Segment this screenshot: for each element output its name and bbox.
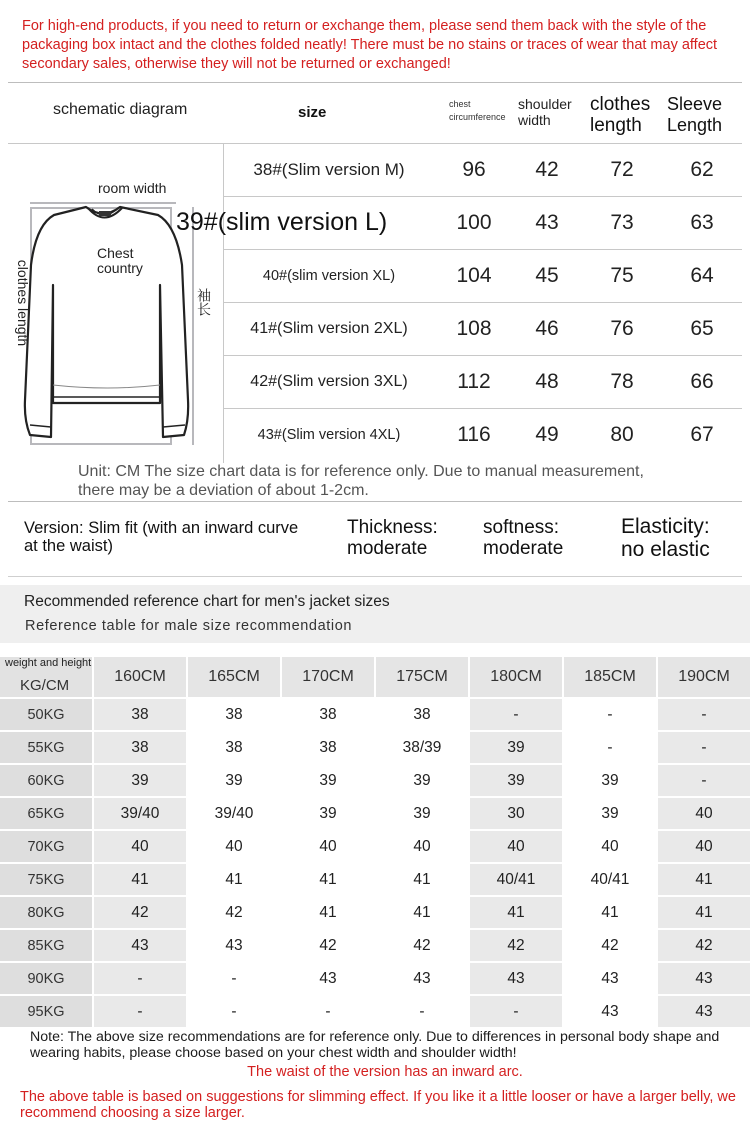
size-cell: 40	[658, 831, 750, 862]
size-cell: 39	[413, 771, 431, 789]
chest-value: 100	[456, 210, 492, 234]
size-cell: 42	[413, 936, 431, 954]
size-cell: 41	[658, 864, 750, 895]
thickness	[347, 517, 438, 559]
label-room-width: room width	[98, 180, 167, 196]
size-cell: 38	[225, 705, 243, 723]
header-clothes-length: clothes length	[590, 94, 651, 136]
length-value: 78	[610, 369, 634, 393]
header-diagram: schematic diagram	[53, 101, 188, 118]
size-cell: -	[607, 705, 613, 723]
size-cell: 38/39	[402, 738, 442, 756]
size-name: 39#(slim version L)	[176, 208, 388, 236]
shoulder-value: 45	[535, 263, 559, 287]
thickness-value: moderate	[347, 538, 428, 559]
sleeve-value: 65	[690, 316, 714, 340]
recommendation-subtitle: Reference table for male size recommendation	[25, 618, 353, 634]
recommendation-title: Recommended reference chart for men's jacket sizes	[24, 593, 390, 610]
table-row	[0, 930, 750, 963]
size-cell: 42	[94, 897, 186, 928]
chest-value: 112	[457, 369, 491, 393]
size-cell: 41	[225, 870, 243, 888]
size-cell: 42	[225, 903, 243, 921]
size-cell: 42	[319, 936, 337, 954]
size-cell: -	[325, 1002, 331, 1020]
size-cell: 38	[413, 705, 431, 723]
height-header-cell: 165CM	[188, 657, 280, 697]
size-row	[176, 196, 742, 249]
size-cell: 40	[658, 798, 750, 829]
return-policy-notice: For high-end products, if you need to return or exchange them, please send them back with the style of the packaging box intact and the clothes folded neatly! There must be no stains or traces of wear that may affect secondary sales, otherwise they will not be returned or exchanged!	[22, 18, 718, 72]
height-header-cell: 175CM	[376, 657, 468, 697]
label-sleeve: 袖长	[196, 288, 212, 316]
length-value: 73	[610, 210, 634, 234]
size-cell: -	[94, 963, 186, 994]
size-cell: 43	[601, 969, 619, 987]
footer-note: Note: The above size recommendations are for reference only. Due to differences in personal body shape and wearing habits, please choose based on your chest width and shoulder width!	[30, 1029, 720, 1061]
size-cell: 39	[470, 765, 562, 796]
size-cell: 40/41	[590, 870, 630, 888]
size-cell: 39	[225, 771, 243, 789]
size-name: 38#(Slim version M)	[253, 159, 405, 179]
size-cell: 41	[94, 864, 186, 895]
length-value: 76	[610, 316, 634, 340]
size-cell: 43	[413, 969, 431, 987]
header-chest: chest circumference	[449, 99, 506, 122]
size-cell: 41	[413, 870, 431, 888]
height-header-cell: 170CM	[282, 657, 374, 697]
size-cell: 43	[225, 936, 243, 954]
table-row	[0, 963, 750, 996]
size-cell: 39/40	[94, 798, 186, 829]
size-cell: 41	[413, 903, 431, 921]
height-header-cell: 160CM	[94, 657, 186, 697]
elasticity	[621, 515, 710, 561]
version-fit: Version: Slim fit (with an inward curve at the waist)	[24, 519, 299, 555]
size-cell: 38	[94, 732, 186, 763]
size-cell: -	[94, 996, 186, 1027]
elasticity-label: Elasticity:	[621, 515, 710, 538]
chest-value: 96	[462, 157, 486, 181]
divider	[8, 576, 742, 577]
header-sleeve-length: Sleeve Length	[667, 94, 723, 135]
size-cell: 43	[658, 963, 750, 994]
softness-value: moderate	[483, 538, 564, 559]
size-cell: -	[419, 1002, 425, 1020]
length-value: 80	[610, 422, 634, 446]
size-cell: 39	[601, 771, 619, 789]
size-cell: -	[470, 699, 562, 730]
weight-cell: 80KG	[0, 897, 92, 928]
weight-cell: 70KG	[0, 831, 92, 862]
shoulder-value: 43	[535, 210, 559, 234]
size-cell: 43	[319, 969, 337, 987]
sleeve-value: 64	[690, 263, 714, 287]
chest-value: 104	[456, 263, 492, 287]
sleeve-value: 67	[690, 422, 714, 446]
sleeve-value: 62	[690, 157, 714, 181]
size-cell: 40	[94, 831, 186, 862]
table-header-row	[0, 657, 750, 694]
corner-label: weight and height	[5, 657, 92, 669]
size-name: 43#(Slim version 4XL)	[257, 426, 401, 443]
weight-cell: 95KG	[0, 996, 92, 1027]
softness	[483, 517, 563, 559]
size-cell: 39/40	[214, 804, 254, 822]
size-cell: 40	[413, 837, 431, 855]
size-cell: 40	[470, 831, 562, 862]
table-row	[0, 765, 750, 798]
weight-cell: 85KG	[0, 930, 92, 961]
size-cell: 40	[319, 837, 337, 855]
size-name: 41#(Slim version 2XL)	[250, 319, 408, 337]
size-cell: 41	[601, 903, 619, 921]
size-cell: 39	[94, 765, 186, 796]
size-cell: 40	[225, 837, 243, 855]
size-row	[224, 302, 742, 355]
size-cell: 41	[470, 897, 562, 928]
table-row	[0, 831, 750, 864]
size-cell: 39	[413, 804, 431, 822]
slimming-note: The above table is based on suggestions for slimming effect. If you like it a little looser or have a larger belly, we recommend choosing a size larger.	[20, 1089, 736, 1121]
size-cell: 40	[601, 837, 619, 855]
size-cell: -	[607, 738, 613, 756]
height-header-cell: 185CM	[564, 657, 656, 697]
recommendation-banner	[0, 585, 750, 643]
size-name: 42#(Slim version 3XL)	[250, 372, 408, 390]
divider	[8, 82, 742, 83]
corner-cell	[0, 657, 92, 697]
height-header-cell: 190CM	[658, 657, 750, 697]
size-cell: -	[658, 765, 750, 796]
size-row	[224, 408, 742, 461]
size-cell: 42	[658, 930, 750, 961]
header-size: size	[298, 104, 327, 121]
table-row	[0, 897, 750, 930]
thickness-label: Thickness:	[347, 517, 438, 538]
label-clothes-length: clothes length	[15, 259, 31, 347]
weight-cell: 65KG	[0, 798, 92, 829]
weight-cell: 90KG	[0, 963, 92, 994]
size-cell: -	[470, 996, 562, 1027]
table-row	[0, 699, 750, 732]
size-chart-header	[8, 84, 742, 142]
size-row	[224, 355, 742, 408]
size-cell: 43	[94, 930, 186, 961]
length-value: 72	[610, 157, 634, 181]
chest-value: 108	[456, 316, 492, 340]
sleeve-value: 66	[690, 369, 714, 393]
size-cell: 41	[319, 903, 337, 921]
weight-cell: 75KG	[0, 864, 92, 895]
sweater-schematic-diagram	[8, 145, 223, 465]
table-row	[0, 996, 750, 1029]
size-cell: 42	[601, 936, 619, 954]
size-cell: 38	[319, 705, 337, 723]
size-cell: -	[231, 1002, 237, 1020]
size-name: 40#(slim version XL)	[262, 267, 396, 284]
size-cell: 39	[319, 771, 337, 789]
size-row	[224, 249, 742, 302]
size-cell: -	[658, 732, 750, 763]
size-cell: 42	[470, 930, 562, 961]
size-row	[224, 143, 742, 196]
size-cell: 40/41	[470, 864, 562, 895]
divider	[8, 501, 742, 502]
label-chest: Chest country	[97, 245, 143, 276]
size-cell: 43	[601, 1002, 619, 1020]
weight-cell: 55KG	[0, 732, 92, 763]
shoulder-value: 46	[535, 316, 559, 340]
sleeve-value: 63	[690, 210, 714, 234]
size-cell: 43	[470, 963, 562, 994]
weight-cell: 50KG	[0, 699, 92, 730]
fabric-properties	[0, 505, 750, 575]
table-row	[0, 732, 750, 765]
shoulder-value: 48	[535, 369, 559, 393]
size-cell: 38	[94, 699, 186, 730]
shoulder-value: 42	[535, 157, 559, 181]
softness-label: softness:	[483, 517, 560, 538]
shoulder-value: 49	[535, 422, 559, 446]
corner-unit: KG/CM	[20, 677, 70, 694]
size-cell: -	[658, 699, 750, 730]
size-cell: 39	[470, 732, 562, 763]
height-header-cell: 180CM	[470, 657, 562, 697]
table-row	[0, 798, 750, 831]
waist-note: The waist of the version has an inward arc.	[247, 1064, 523, 1080]
size-cell: 38	[319, 738, 337, 756]
unit-note: Unit: CM The size chart data is for reference only. Due to manual measurement, there may be a deviation of about 1-2cm.	[78, 463, 644, 499]
chest-value: 116	[457, 422, 491, 446]
size-cell: 38	[225, 738, 243, 756]
size-cell: 39	[319, 804, 337, 822]
header-shoulder: shoulder width	[518, 96, 572, 128]
elasticity-value: no elastic	[621, 538, 710, 561]
size-cell: 30	[470, 798, 562, 829]
weight-cell: 60KG	[0, 765, 92, 796]
length-value: 75	[610, 263, 634, 287]
size-cell: 43	[658, 996, 750, 1027]
size-cell: 39	[601, 804, 619, 822]
size-cell: 41	[658, 897, 750, 928]
size-cell: 41	[319, 870, 337, 888]
size-cell: -	[231, 969, 237, 987]
table-row	[0, 864, 750, 897]
